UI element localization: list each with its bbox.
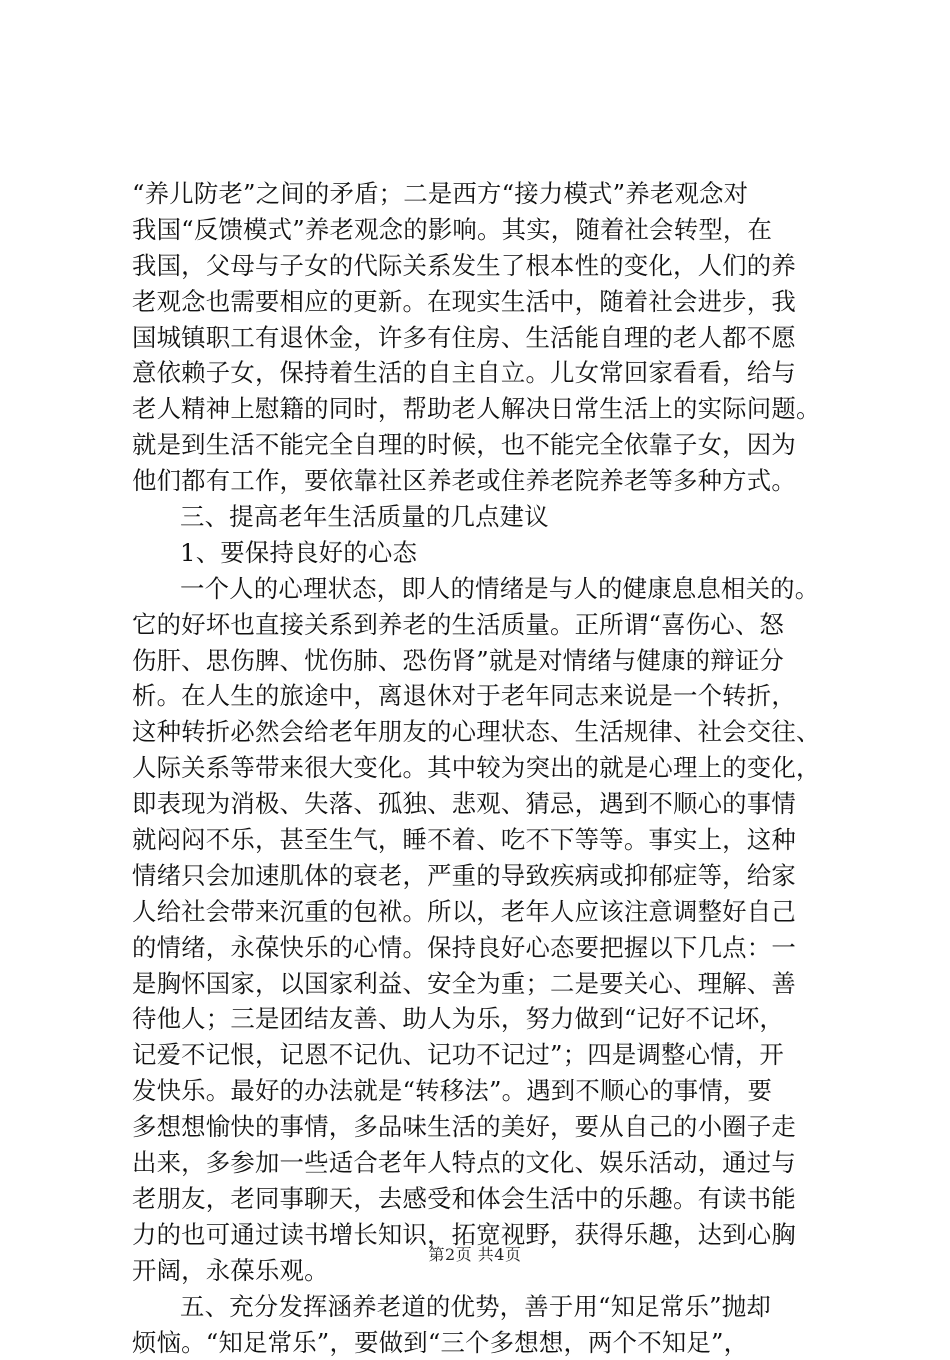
text-line: 国城镇职工有退休金，许多有住房、生活能自理的老人都不愿 [132,320,848,356]
text-line: 老朋友，老同事聊天，去感受和体会生活中的乐趣。有读书能 [132,1181,848,1217]
text-line: 发快乐。最好的办法就是“转移法”。遇到不顺心的事情，要 [132,1073,848,1109]
text-line: 烦恼。“知足常乐”，要做到“三个多想想，两个不知足”， [132,1325,848,1360]
text-line: 即表现为消极、失落、孤独、悲观、猜忌，遇到不顺心的事情 [132,786,848,822]
text-line: 是胸怀国家，以国家利益、安全为重；二是要关心、理解、善 [132,966,848,1002]
text-line: 意依赖子女，保持着生活的自主自立。儿女常回家看看，给与 [132,355,848,391]
text-line: 老观念也需要相应的更新。在现实生活中，随着社会进步，我 [132,284,848,320]
text-line: 伤肝、思伤脾、忧伤肺、恐伤肾”就是对情绪与健康的辩证分 [132,643,848,679]
text-line: 人给社会带来沉重的包袱。所以，老年人应该注意调整好自己 [132,894,848,930]
text-line: 我国“反馈模式”养老观念的影响。其实，随着社会转型，在 [132,212,848,248]
text-line: 他们都有工作，要依靠社区养老或住养老院养老等多种方式。 [132,463,848,499]
text-line: 出来，多参加一些适合老年人特点的文化、娱乐活动，通过与 [132,1145,848,1181]
text-line: 人际关系等带来很大变化。其中较为突出的就是心理上的变化， [132,750,848,786]
text-line: 析。在人生的旅途中，离退休对于老年同志来说是一个转折， [132,678,848,714]
text-line: 一个人的心理状态，即人的情绪是与人的健康息息相关的。 [132,571,848,607]
text-line: 它的好坏也直接关系到养老的生活质量。正所谓“喜伤心、怒 [132,607,848,643]
body-text [132,176,848,1360]
text-line: 的情绪，永葆快乐的心情。保持良好心态要把握以下几点：一 [132,930,848,966]
text-line: 我国，父母与子女的代际关系发生了根本性的变化，人们的养 [132,248,848,284]
subsection-heading: 1、要保持良好的心态 [132,535,848,571]
text-line: “养儿防老”之间的矛盾；二是西方“接力模式”养老观念对 [132,176,848,212]
text-line: 就是到生活不能完全自理的时候，也不能完全依靠子女，因为 [132,427,848,463]
text-line: 记爱不记恨，记恩不记仇、记功不记过”；四是调整心情，开 [132,1037,848,1073]
page-footer: 第2页 共4页 [0,1242,950,1265]
text-line: 力的也可通过读书增长知识，拓宽视野，获得乐趣，达到心胸 [132,1217,848,1253]
text-line: 这种转折必然会给老年朋友的心理状态、生活规律、社会交往、 [132,714,848,750]
section-heading: 三、提高老年生活质量的几点建议 [132,499,848,535]
text-line: 开阔，永葆乐观。 [132,1253,848,1289]
text-line: 情绪只会加速肌体的衰老，严重的导致疾病或抑郁症等，给家 [132,858,848,894]
text-line: 老人精神上慰籍的同时，帮助老人解决日常生活上的实际问题。 [132,391,848,427]
text-line: 多想想愉快的事情，多品味生活的美好，要从自己的小圈子走 [132,1109,848,1145]
text-line: 就闷闷不乐，甚至生气，睡不着、吃不下等等。事实上，这种 [132,822,848,858]
text-line: 待他人；三是团结友善、助人为乐，努力做到“记好不记坏， [132,1001,848,1037]
text-line: 五、充分发挥涵养老道的优势，善于用“知足常乐”抛却 [132,1289,848,1325]
